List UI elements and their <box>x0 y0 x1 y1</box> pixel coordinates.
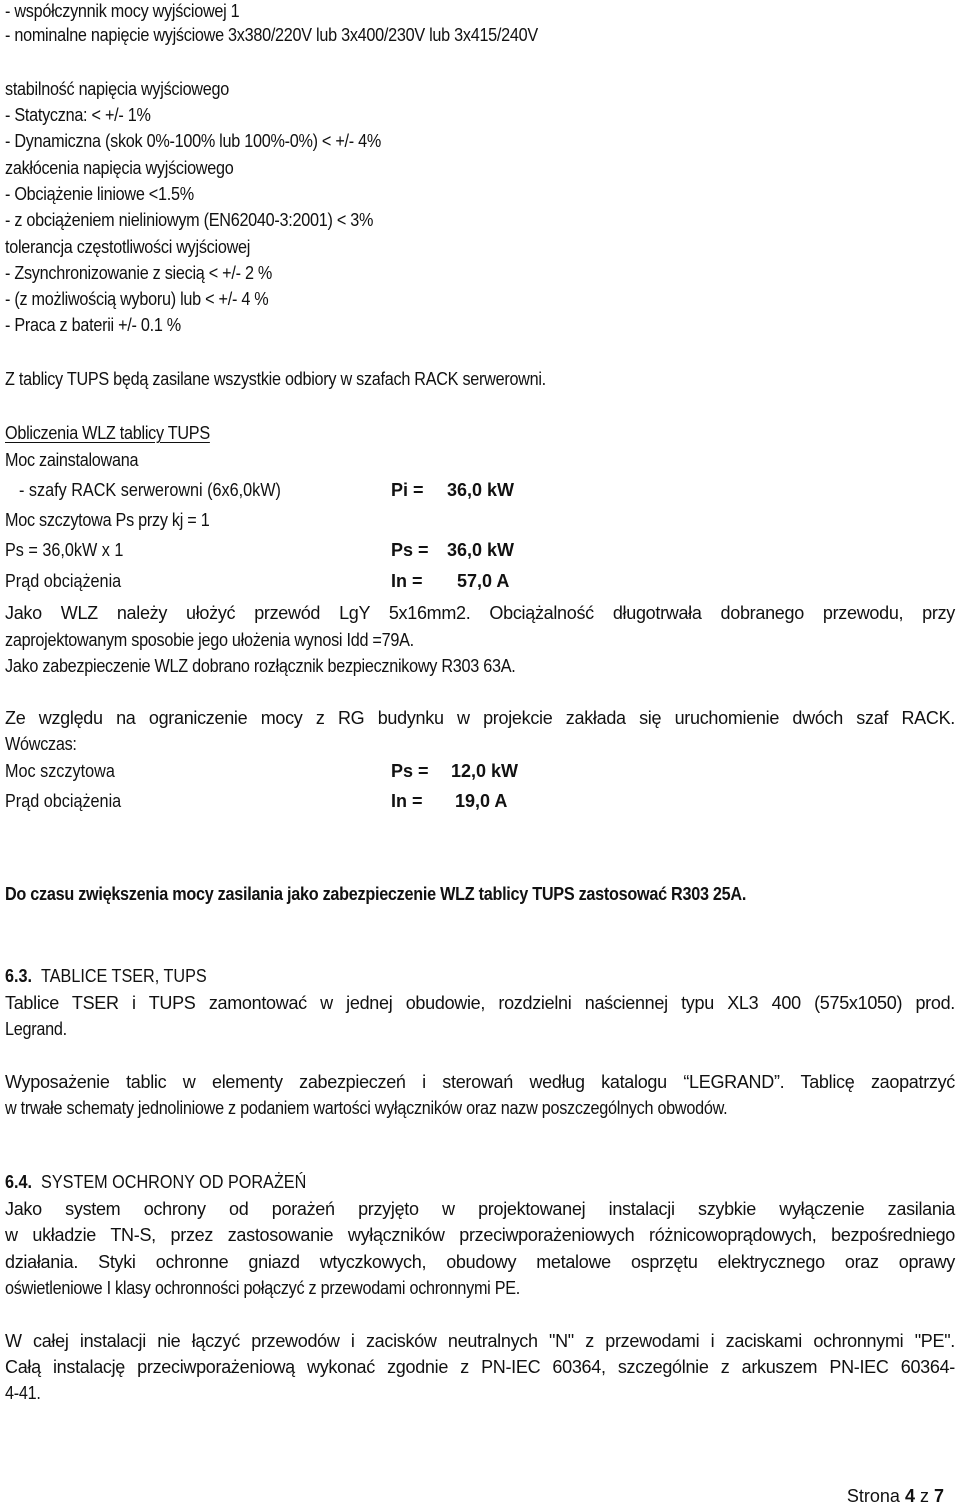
text-line: zaprojektowanym sposobie jego ułożenia wynosi Idd =79A. <box>5 630 414 650</box>
calc-label: Prąd obciążenia <box>5 571 122 591</box>
text-line: tolerancja częstotliwości wyjściowej <box>5 237 251 257</box>
section-title: SYSTEM OCHRONY OD PORAŻEŃ <box>41 1172 307 1192</box>
calc-symbol: Ps = <box>391 540 429 560</box>
footer-prefix: Strona <box>846 1486 900 1506</box>
text-line-justified: Ze względu na ograniczenie mocy z RG budynku w projekcie zakłada się uruchomienie dwóch szaf RACK. <box>5 708 955 728</box>
text-line-justified: Całą instalację przeciwporażeniową wykonać zgodnie z PN-IEC 60364, szczególnie z arkuszem PN-IEC 60364- <box>5 1357 955 1377</box>
calc-label: Ps = 36,0kW x 1 <box>5 540 124 560</box>
calc-symbol: In = <box>391 571 423 591</box>
text-line: w trwałe schematy jednoliniowe z podaniem wartości wyłączników oraz nazw poszczególnych obwodów. <box>5 1098 728 1118</box>
calc-label: - szafy RACK serwerowni (6x6,0kW) <box>19 480 281 500</box>
text-line-justified: działania. Styki ochronne gniazd wtyczkowych, obudowy metalowe osprzętu elektrycznego oraz oprawy <box>5 1252 955 1272</box>
section-number: 6.4. <box>5 1172 33 1192</box>
tups-note: Z tablicy TUPS będą zasilane wszystkie odbiory w szafach RACK serwerowni. <box>5 369 546 389</box>
calc-value: 19,0 A <box>455 791 508 811</box>
text-line: - Obciążenie liniowe <1.5% <box>5 184 194 204</box>
text-line: - Zsynchronizowanie z siecią < +/- 2 % <box>5 263 273 283</box>
section-heading-6-3 <box>5 965 207 987</box>
footer-separator: z <box>919 1486 929 1506</box>
calc-symbol: Ps = <box>391 761 429 781</box>
calc-value: 36,0 kW <box>447 540 515 560</box>
text-line: - z obciążeniem nieliniowym (EN62040-3:2001) < 3% <box>5 210 374 230</box>
text-line: stabilność napięcia wyjściowego <box>5 79 229 99</box>
calc-value: 36,0 kW <box>447 480 515 500</box>
text-line: - Statyczna: < +/- 1% <box>5 105 151 125</box>
calc-label: Prąd obciążenia <box>5 791 122 811</box>
installed-power-label: Moc zainstalowana <box>5 450 139 470</box>
calc-symbol: Pi = <box>391 480 424 500</box>
bold-note: Do czasu zwiększenia mocy zasilania jako zabezpieczenie WLZ tablicy TUPS zastosować R303 25A. <box>5 884 747 904</box>
text-line: - Praca z baterii +/- 0.1 % <box>5 315 181 335</box>
text-line: - (z możliwością wyboru) lub < +/- 4 % <box>5 289 269 309</box>
calc-title: Obliczenia WLZ tablicy TUPS <box>5 423 210 443</box>
text-line-justified: Jako WLZ należy ułożyć przewód LgY 5x16mm2. Obciążalność długotrwała dobranego przewodu, przy <box>5 603 955 623</box>
text-line: - nominalne napięcie wyjściowe 3x380/220V lub 3x400/230V lub 3x415/240V <box>5 25 538 45</box>
section-title: TABLICE TSER, TUPS <box>41 966 207 986</box>
text-line: zakłócenia napięcia wyjściowego <box>5 158 234 178</box>
section-heading-6-4 <box>5 1171 306 1193</box>
text-line-justified: W całej instalacji nie łączyć przewodów i zacisków neutralnych "N" z przewodami i zaciskami ochronnymi "PE". <box>5 1331 955 1351</box>
footer-page-number: 4 <box>904 1486 915 1506</box>
text-line-justified: Tablice TSER i TUPS zamontować w jednej obudowie, rozdzielni naściennej typu XL3 400 (575x1050) prod. <box>5 993 955 1013</box>
calc-value: 57,0 A <box>457 571 510 591</box>
text-line-justified: Jako system ochrony od porażeń przyjęto w projektowanej instalacji szybkie wyłączenie zasilania <box>5 1199 955 1219</box>
calc-symbol: In = <box>391 791 423 811</box>
text-line: Jako zabezpieczenie WLZ dobrano rozłącznik bezpiecznikowy R303 63A. <box>5 656 516 676</box>
page-footer <box>847 1486 944 1507</box>
text-line-justified: w układzie TN-S, przez zastosowanie wyłączników przeciwporażeniowych różnicowoprądowych, bezpośredniego <box>5 1225 955 1245</box>
calc-label: Moc szczytowa <box>5 761 115 781</box>
footer-page-total: 7 <box>933 1486 944 1506</box>
text-line: - Dynamiczna (skok 0%-100% lub 100%-0%) < +/- 4% <box>5 131 382 151</box>
text-line: Legrand. <box>5 1019 67 1039</box>
text-line: - współczynnik mocy wyjściowej 1 <box>5 1 240 21</box>
text-line: 4-41. <box>5 1383 41 1403</box>
text-line: Wówczas: <box>5 734 77 754</box>
peak-power-label: Moc szczytowa Ps przy kj = 1 <box>5 510 210 530</box>
calc-value: 12,0 kW <box>451 761 519 781</box>
section-number: 6.3. <box>5 966 33 986</box>
text-line: oświetleniowe I klasy ochronności połączyć z przewodami ochronnymi PE. <box>5 1278 521 1298</box>
text-line-justified: Wyposażenie tablic w elementy zabezpieczeń i sterowań według katalogu “LEGRAND”. Tablicę zaopatrzyć <box>5 1072 955 1092</box>
